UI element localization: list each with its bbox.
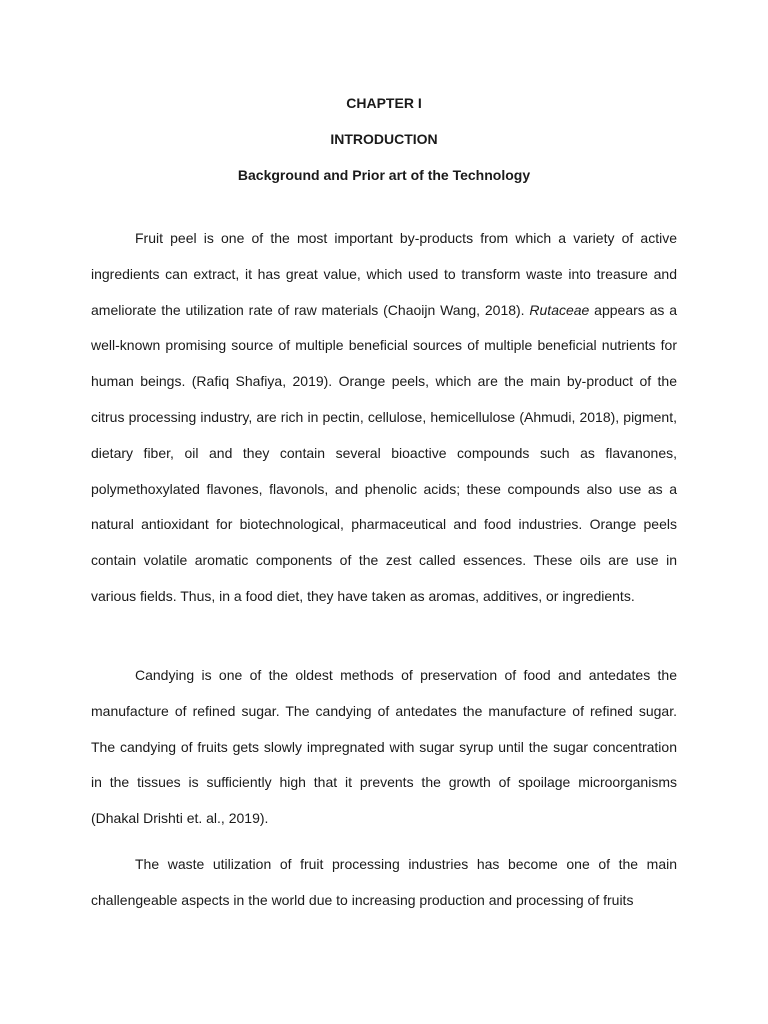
introduction-heading: INTRODUCTION [330, 131, 438, 147]
chapter-heading: CHAPTER I [346, 95, 422, 111]
paragraph-candying: Candying is one of the oldest methods of preservation of food and antedates the manufacture of refined sugar. The candying of antedates the manufacture of refined sugar. The candying of fruits gets slowly impregnated with sugar syrup until the sugar concentration in the tissues is sufficiently high that it prevents the growth of spoilage microorganisms (Dhakal Drishti et. al., 2019). [91, 667, 677, 827]
paragraph-fruit-peel-text-b: appears as a well-known promising source of multiple beneficial sources of multiple beneficial nutrients for human beings. (Rafiq Shafiya, 2019). Orange peels, which are the main by-product of the citrus processing industry, are rich in pectin, cellulose, hemicellulose (Ahmudi, 2018), pigment, dietary fiber, oil and they contain several bioactive compounds such as flavanones, polymethoxylated flavones, flavonols, and phenolic acids; these compounds also use as a natural antioxidant for biotechnological, pharmaceutical and food industries. Orange peels contain volatile aromatic components of the zest called essences. These oils are use in various fields. Thus, in a food diet, they have taken as aromas, additives, or ingredients. [91, 301, 677, 604]
paragraph-waste-utilization: The waste utilization of fruit processing industries has become one of the main challengeable aspects in the world due to increasing production and processing of fruits [91, 856, 677, 908]
section-subheading: Background and Prior art of the Technology [237, 167, 531, 183]
paragraph-fruit-peel [91, 221, 677, 615]
paragraph-fruit-peel-text-a: Fruit peel is one of the most important by-products from which a variety of active ingredients can extract, it has great value, which used to transform waste into treasure and ameliorate the utilization rate of raw materials (Chaoijn Wang, 2018). [91, 230, 677, 318]
italic-term-rutaceae: Rutaceae [529, 301, 590, 318]
